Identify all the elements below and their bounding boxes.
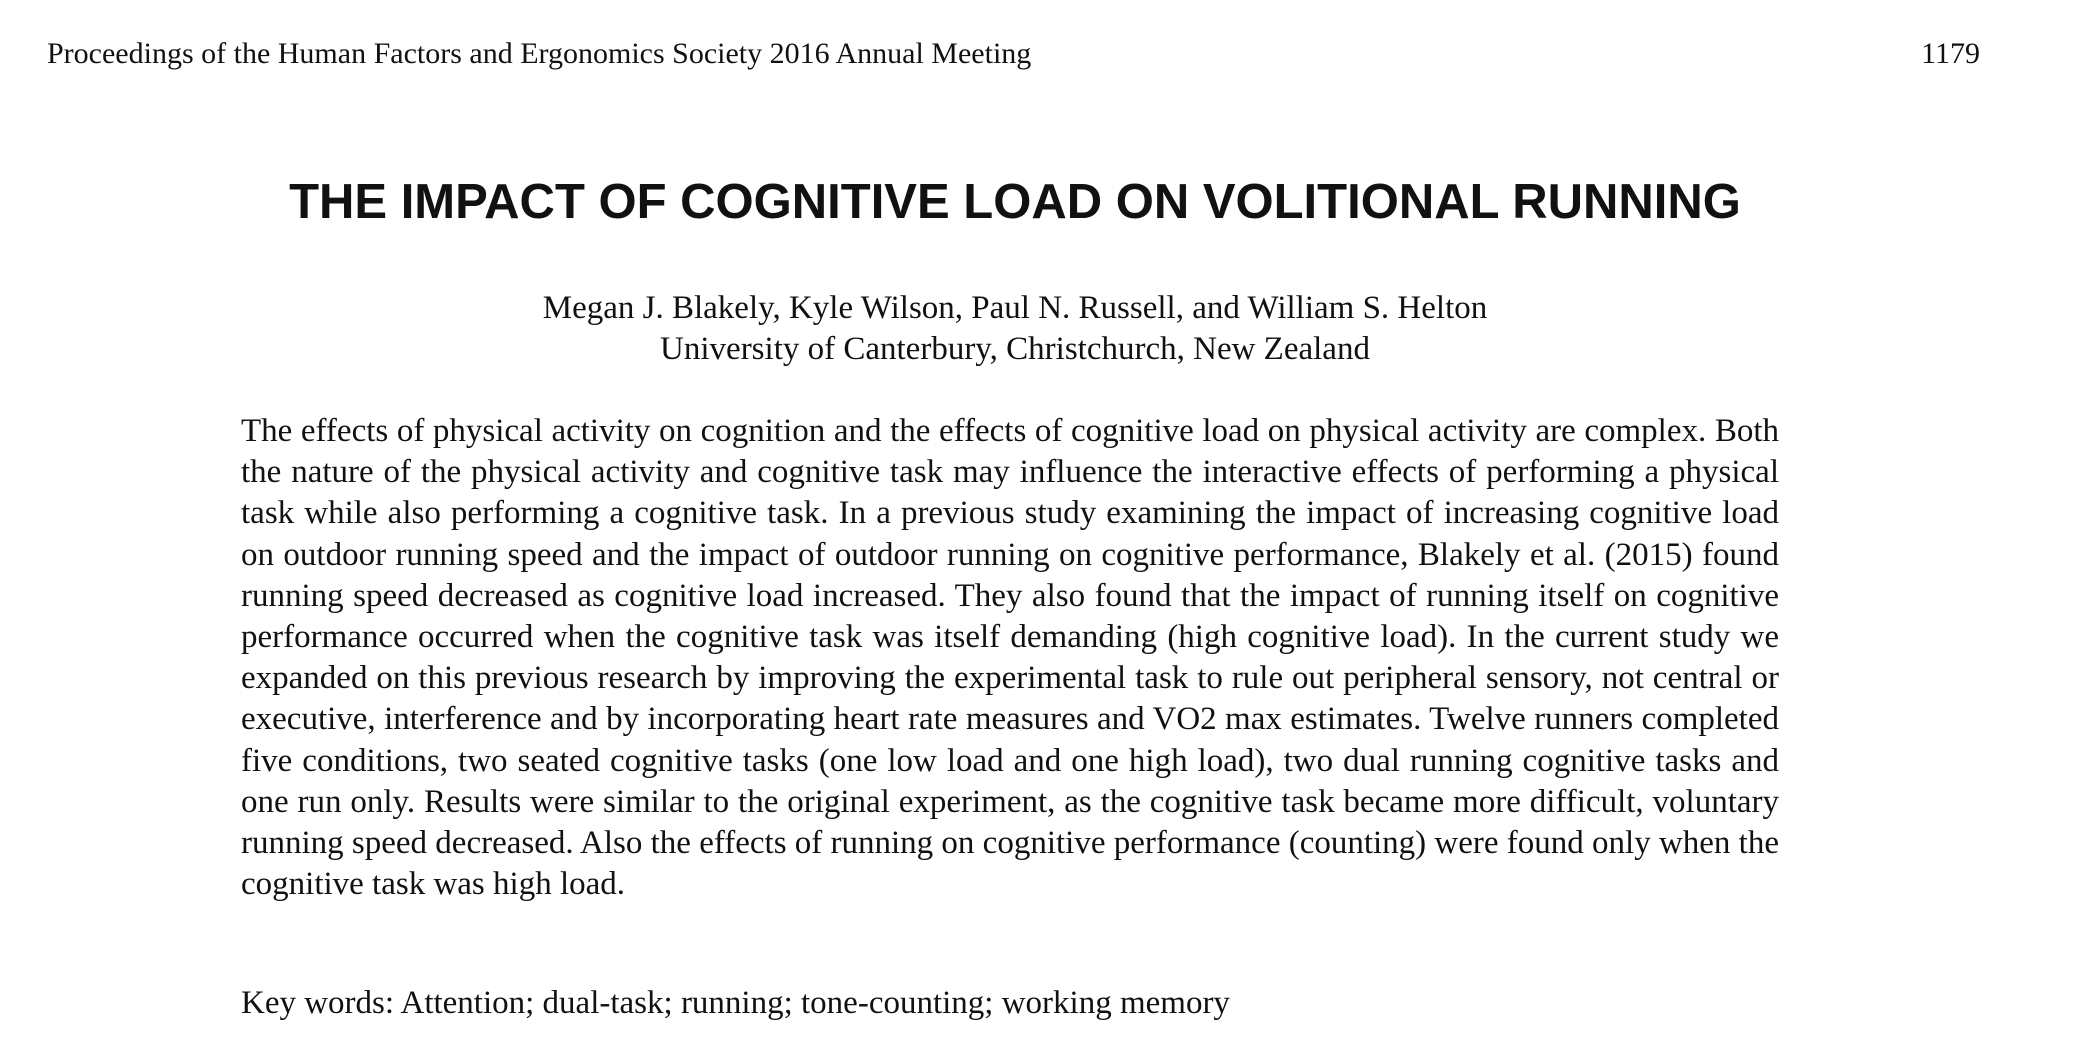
- abstract: The effects of physical activity on cognition and the effects of cognitive load on physical activity are complex. Both the nature of the physical activity and cognitive task may influence the interactive effects of performing a physical task while also performing a cognitive task. In a previous study examining the impact of increasing cognitive load on outdoor running speed and the impact of outdoor running on cognitive performance, Blakely et al. (2015) found running speed decreased as cognitive load increased. They also found that the impact of running itself on cognitive performance occurred when the cognitive task was itself demanding (high cognitive load). In the current study we expanded on this previous research by improving the experimental task to rule out peripheral sensory, not central or executive, interference and by incorporating heart rate measures and VO2 max estimates. Twelve runners completed five conditions, two seated cognitive tasks (one low load and one high load), two dual running cognitive tasks and one run only. Results were similar to the original experiment, as the cognitive task became more difficult, voluntary running speed decreased. Also the effects of running on cognitive performance (counting) were found only when the cognitive task was high load.: [241, 413, 1779, 903]
- page-number: 1179: [1921, 37, 1980, 70]
- author-list: Megan J. Blakely, Kyle Wilson, Paul N. Russell, and William S. Helton: [542, 290, 1488, 326]
- paper-title: THE IMPACT OF COGNITIVE LOAD ON VOLITIONAL RUNNING: [289, 175, 1741, 229]
- running-header: Proceedings of the Human Factors and Ergonomics Society 2016 Annual Meeting: [47, 37, 1032, 70]
- keywords: Key words: Attention; dual-task; running; tone-counting; working memory: [241, 985, 1230, 1021]
- affiliation: University of Canterbury, Christchurch, New Zealand: [660, 331, 1370, 367]
